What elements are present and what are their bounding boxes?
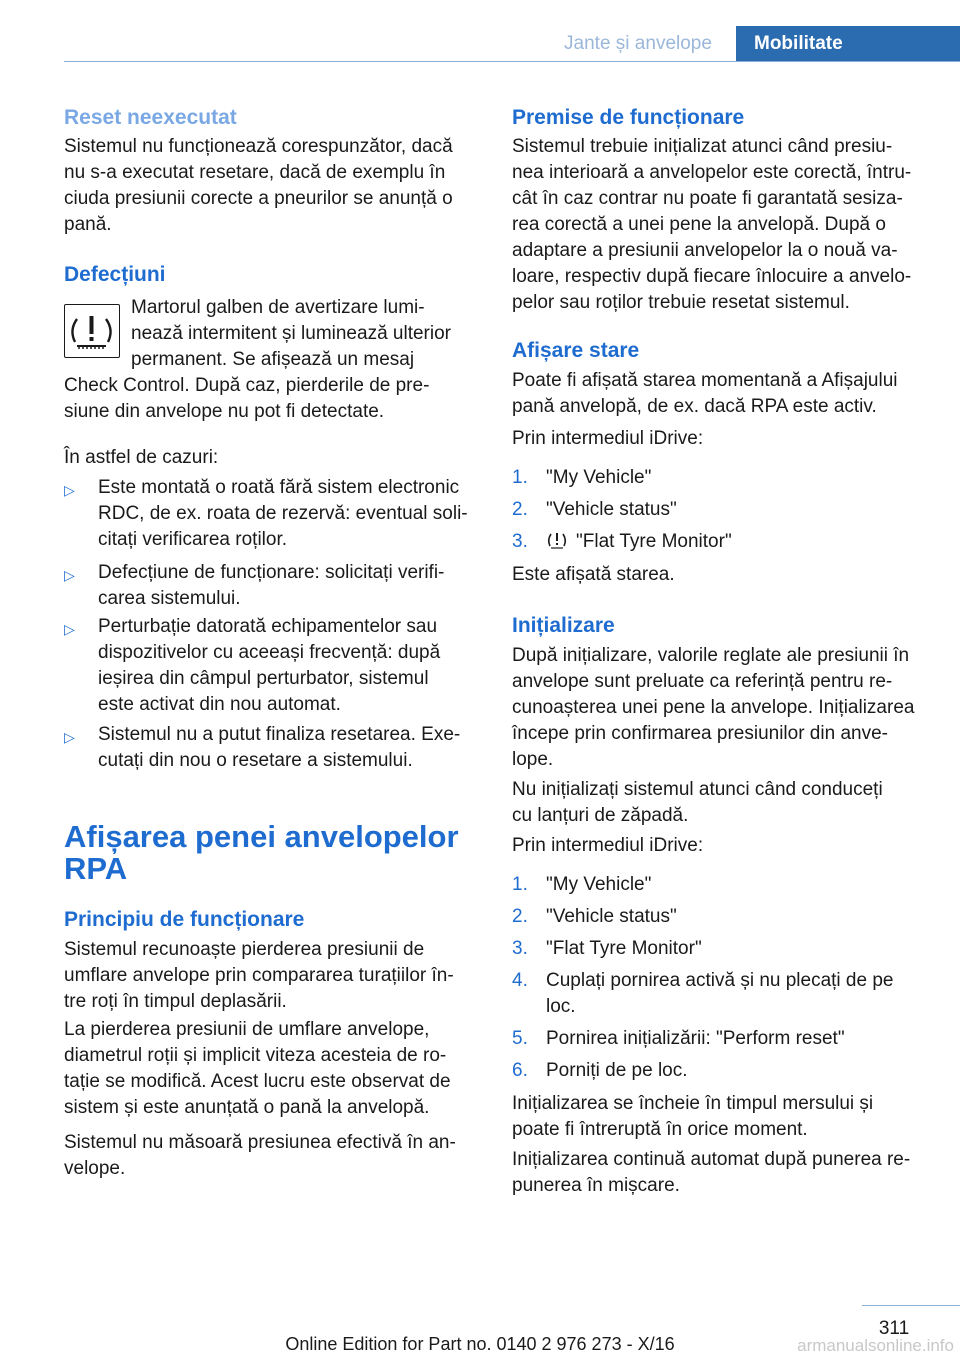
status-line: Poate fi afișată starea momentană a Afișajului xyxy=(512,370,898,391)
defects-icon-line: nează intermitent și luminează ulterior xyxy=(131,323,451,344)
case-text-line: Sistemul nu a putut finaliza resetarea. Exe- xyxy=(98,724,461,745)
step-text: "My Vehicle" xyxy=(546,874,652,895)
triangle-bullet-icon: ▷ xyxy=(64,567,75,583)
reset-line: nu s-a executat resetare, dacă de exemplu în xyxy=(64,162,446,183)
defects-line: siune din anvelope nu pot fi detectate. xyxy=(64,401,385,422)
cases-intro: În astfel de cazuri: xyxy=(64,447,219,468)
case-text-line: cutați din nou o resetare a sistemului. xyxy=(98,750,413,771)
step-number: 2. xyxy=(512,906,528,927)
defects-title: Defecțiuni xyxy=(64,263,166,286)
premise-line: rea corectă a unei pene la anvelopă. După o xyxy=(512,214,886,235)
premise-line: nea interioară a anvelopelor este corectă, întru- xyxy=(512,162,912,183)
page-number: 311 xyxy=(878,1318,910,1339)
init-line: cunoașterea unei pene la anvelope. Inițializarea xyxy=(512,697,915,718)
rpa-title-line-2: RPA xyxy=(64,851,128,886)
loss-line: La pierderea presiunii de umflare anvelope, xyxy=(64,1019,430,1040)
step-text: loc. xyxy=(546,996,576,1017)
header-section-label: Jante și anvelope xyxy=(564,33,712,54)
edition-note: Online Edition for Part no. 0140 2 976 273 - X/16 xyxy=(285,1334,675,1354)
defects-line: Check Control. După caz, pierderile de pre- xyxy=(64,375,430,396)
step-number: 4. xyxy=(512,970,528,991)
case-text-line: dispozitivelor cu aceeași frecvență: după xyxy=(98,642,441,663)
step-text: "Flat Tyre Monitor" xyxy=(576,531,732,552)
via-idrive-1: Prin intermediul iDrive: xyxy=(512,428,704,449)
step-text: Porniți de pe loc. xyxy=(546,1060,688,1081)
step-number: 3. xyxy=(512,531,528,552)
step-text: "Vehicle status" xyxy=(546,499,677,520)
premise-title: Premise de funcționare xyxy=(512,106,745,129)
end-line: Inițializarea se încheie în timpul mersului și xyxy=(512,1093,874,1114)
status-line: pană anvelopă, de ex. dacă RPA este activ. xyxy=(512,396,877,417)
case-text-line: citați verificarea roților. xyxy=(98,529,288,550)
principle-title: Principiu de funcționare xyxy=(64,908,305,931)
premise-line: loare, respectiv după fiecare înlocuire a anvelo- xyxy=(512,266,912,287)
reset-line: ciuda presiunii corecte a pneurilor se anunță o xyxy=(64,188,453,209)
defects-icon-line: permanent. Se afișează un mesaj xyxy=(131,349,415,370)
header-rule xyxy=(64,61,960,62)
step-number: 6. xyxy=(512,1060,528,1081)
step-text: "Flat Tyre Monitor" xyxy=(546,938,702,959)
premise-line: pelor sau roților trebuie resetat sistemul. xyxy=(512,292,850,313)
case-text-line: carea sistemului. xyxy=(98,588,241,609)
reset-title: Reset neexecutat xyxy=(64,106,237,129)
case-text-line: Defecțiune de funcționare: solicitați verifi- xyxy=(98,562,445,583)
triangle-bullet-icon: ▷ xyxy=(64,729,75,745)
step-number: 5. xyxy=(512,1028,528,1049)
chains-line: Nu inițializați sistemul atunci când conduceți xyxy=(512,779,883,800)
loss-line: tație se modifică. Acest lucru este observat de xyxy=(64,1071,451,1092)
flat-tyre-icon xyxy=(546,531,568,549)
reset-line: Sistemul nu funcționează corespunzător, dacă xyxy=(64,136,453,157)
case-text-line: ieșirea din câmpul perturbator, sistemul xyxy=(98,668,429,689)
defects-icon-line: Martorul galben de avertizare lumi- xyxy=(131,297,425,318)
measure-line: velope. xyxy=(64,1158,126,1179)
init-line: După inițializare, valorile reglate ale presiunii în xyxy=(512,645,910,666)
principle-line: Sistemul recunoaște pierderea presiunii de xyxy=(64,939,425,960)
principle-line: umflare anvelope prin compararea turațiilor în- xyxy=(64,965,454,986)
reset-line: pană. xyxy=(64,214,112,235)
chains-line: cu lanțuri de zăpadă. xyxy=(512,805,689,826)
premise-line: cât în caz contrar nu poate fi garantată sesiza- xyxy=(512,188,903,209)
step-number: 2. xyxy=(512,499,528,520)
loss-line: diametrul roții și implicit viteza acesteia de ro- xyxy=(64,1045,447,1066)
triangle-bullet-icon: ▷ xyxy=(64,621,75,637)
case-text-line: RDC, de ex. roata de rezervă: eventual soli- xyxy=(98,503,468,524)
status-result: Este afișată starea. xyxy=(512,564,675,585)
step-text: Cuplați pornirea activă și nu plecați de pe xyxy=(546,970,894,991)
init-line: lope. xyxy=(512,749,554,770)
case-text-line: este activat din nou automat. xyxy=(98,694,341,715)
end-line: Inițializarea continuă automat după punerea re- xyxy=(512,1149,911,1170)
premise-line: adaptare a presiunii anvelopelor la o nouă va- xyxy=(512,240,898,261)
init-line: anvelope sunt preluate ca referință pentru re- xyxy=(512,671,893,692)
case-text-line: Este montată o roată fără sistem electronic xyxy=(98,477,460,498)
premise-line: Sistemul trebuie inițializat atunci când presiu- xyxy=(512,136,893,157)
step-text: "My Vehicle" xyxy=(546,467,652,488)
watermark: armanualsonline.info xyxy=(797,1336,954,1355)
case-text-line: Perturbație datorată echipamentelor sau xyxy=(98,616,438,637)
end-line: poate fi întreruptă în orice moment. xyxy=(512,1119,808,1140)
init-title: Inițializare xyxy=(512,614,615,637)
end-line: punerea în mișcare. xyxy=(512,1175,680,1196)
warning-light-icon xyxy=(64,304,120,358)
principle-line: tre roți în timpul deplasării. xyxy=(64,991,287,1012)
loss-line: sistem și este anunțată o pană la anvelopă. xyxy=(64,1097,430,1118)
triangle-bullet-icon: ▷ xyxy=(64,482,75,498)
step-text: Pornirea inițializării: "Perform reset" xyxy=(546,1028,845,1049)
status-title: Afișare stare xyxy=(512,339,640,362)
footer-rule xyxy=(862,1305,960,1306)
measure-line: Sistemul nu măsoară presiunea efectivă în an- xyxy=(64,1132,456,1153)
step-number: 1. xyxy=(512,874,528,895)
init-line: începe prin confirmarea presiunilor din anve- xyxy=(512,723,888,744)
step-number: 1. xyxy=(512,467,528,488)
step-text: "Vehicle status" xyxy=(546,906,677,927)
rpa-title-line-1: Afișarea penei anvelopelor xyxy=(64,819,459,854)
step-number: 3. xyxy=(512,938,528,959)
header-chapter-tab: Mobilitate xyxy=(736,26,960,61)
via-idrive-2: Prin intermediul iDrive: xyxy=(512,835,704,856)
